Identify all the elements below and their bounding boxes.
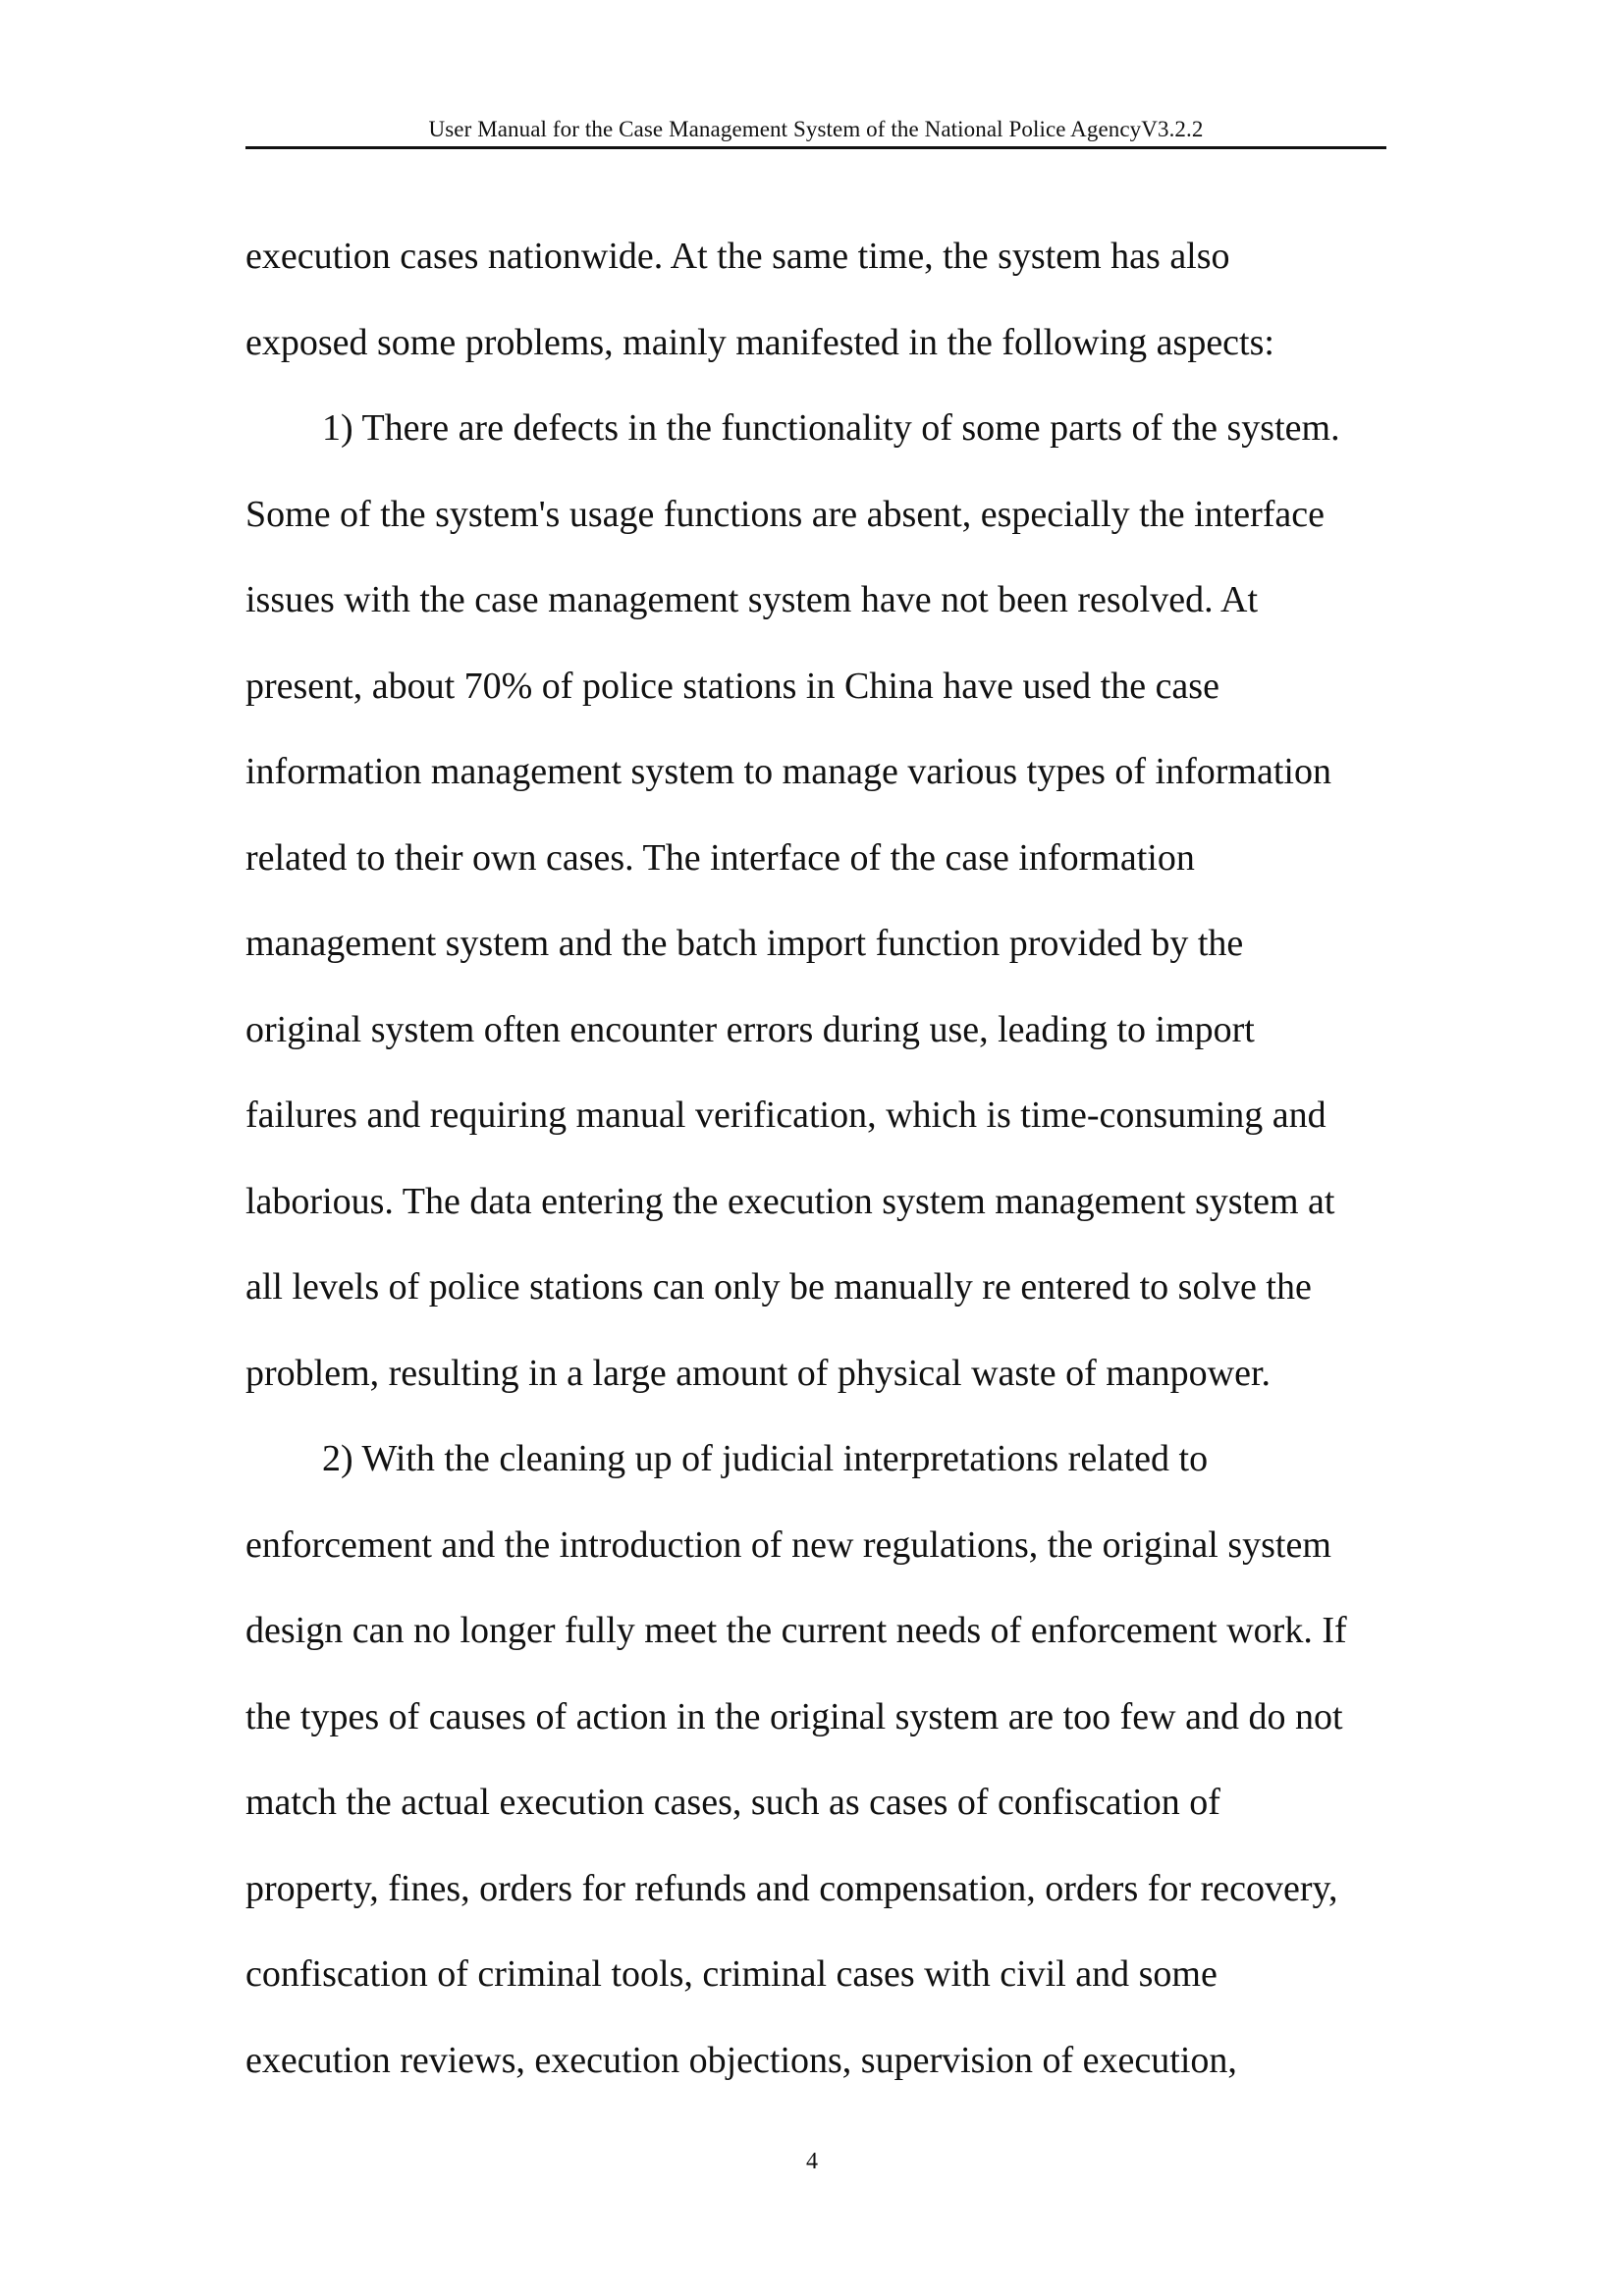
running-header: User Manual for the Case Management System of the National Police AgencyV3.2.2: [428, 117, 1204, 141]
body-text: [245, 214, 1389, 2104]
text-line: related to their own cases. The interface of the case information: [245, 836, 1195, 879]
text-line: exposed some problems, mainly manifested in the following aspects:: [245, 321, 1274, 363]
text-line: property, fines, orders for refunds and compensation, orders for recovery,: [245, 1867, 1338, 1909]
text-line: execution reviews, execution objections, supervision of execution,: [245, 2039, 1237, 2081]
text-line: present, about 70% of police stations in China have used the case: [245, 665, 1219, 707]
text-line: management system and the batch import function provided by the: [245, 923, 1244, 964]
text-line: laborious. The data entering the execution system management system at: [245, 1180, 1335, 1222]
text-line: confiscation of criminal tools, criminal cases with civil and some: [245, 1953, 1218, 1995]
text-line: problem, resulting in a large amount of physical waste of manpower.: [245, 1352, 1272, 1394]
text-line: 1) There are defects in the functionality of some parts of the system.: [322, 407, 1340, 449]
text-line: execution cases nationwide. At the same time, the system has also: [245, 236, 1230, 277]
text-line: the types of causes of action in the original system are too few and do not: [245, 1695, 1343, 1737]
header-rule: [245, 146, 1386, 149]
text-line: all levels of police stations can only be manually re entered to solve the: [245, 1266, 1312, 1308]
text-line: 2) With the cleaning up of judicial interpretations related to: [322, 1438, 1209, 1479]
page-number: 4: [806, 2149, 818, 2174]
text-line: information management system to manage various types of information: [245, 751, 1331, 792]
text-line: failures and requiring manual verification, which is time-consuming and: [245, 1095, 1326, 1136]
text-line: enforcement and the introduction of new regulations, the original system: [245, 1523, 1331, 1566]
text-line: match the actual execution cases, such as cases of confiscation of: [245, 1782, 1220, 1823]
text-line: Some of the system's usage functions are absent, especially the interface: [245, 493, 1325, 535]
text-line: original system often encounter errors during use, leading to import: [245, 1008, 1255, 1050]
text-line: design can no longer fully meet the current needs of enforcement work. If: [245, 1610, 1347, 1651]
text-line: issues with the case management system have not been resolved. At: [245, 579, 1259, 620]
